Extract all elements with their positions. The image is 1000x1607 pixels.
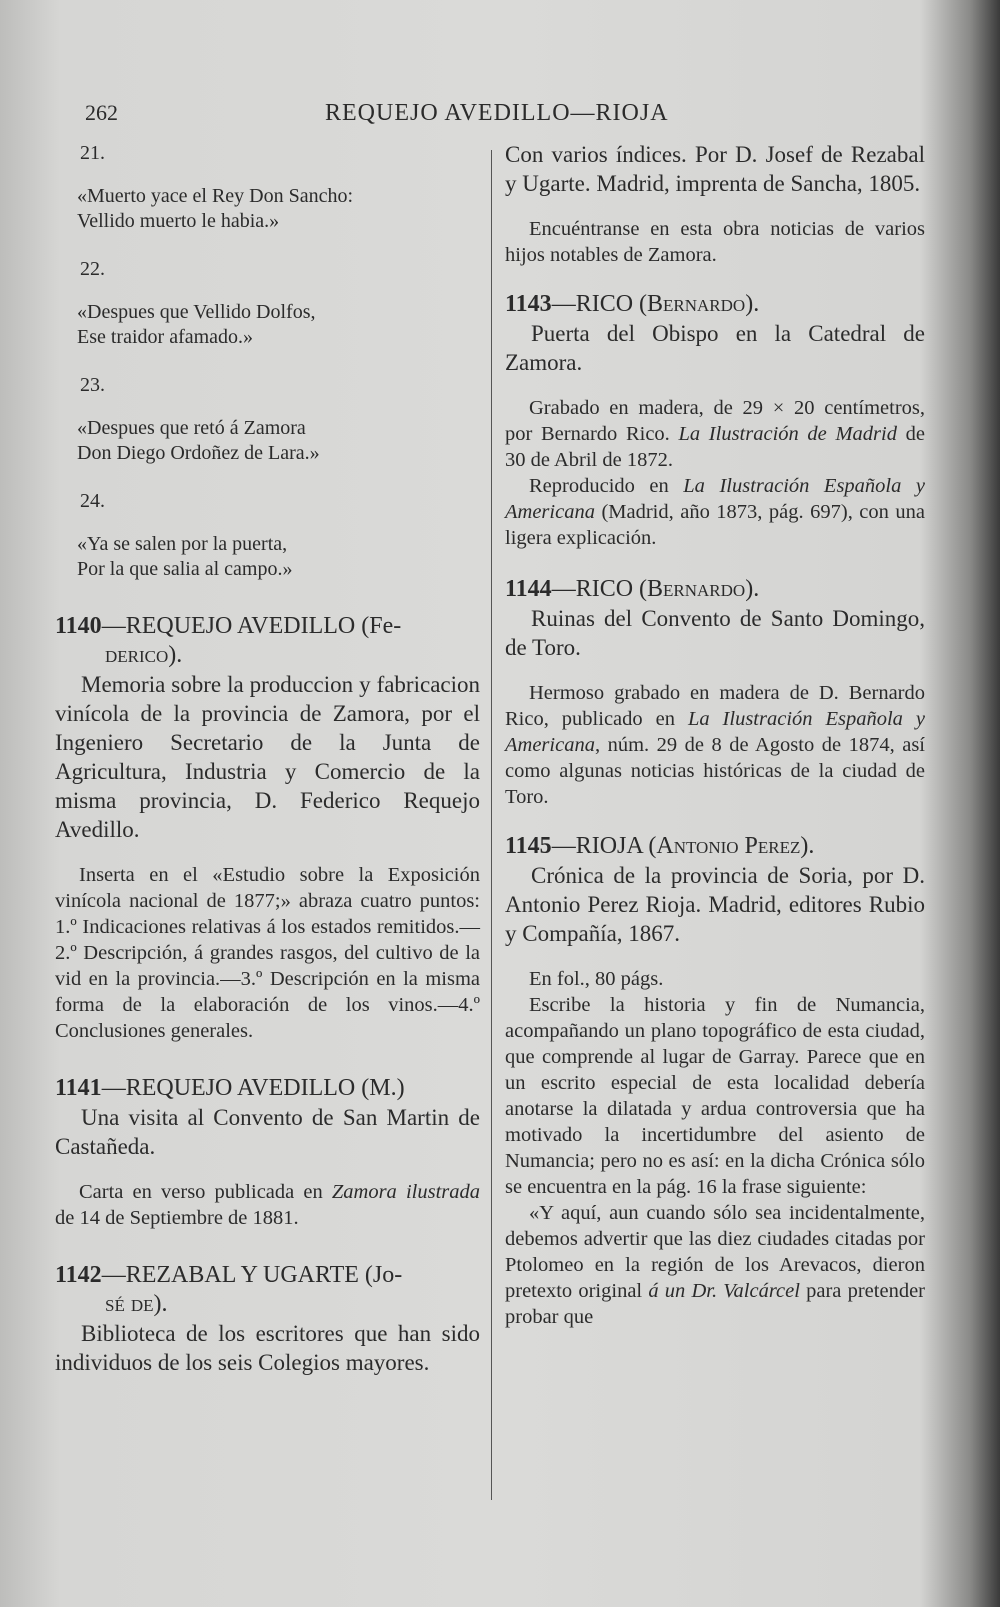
entry-heading bbox=[505, 290, 925, 319]
entry-body: Crónica de la provincia de Soria, por D. Antonio Perez Rioja. Madrid, editores Rubio y Compañía, 1867. bbox=[505, 863, 925, 946]
verse-number: 24. bbox=[80, 490, 105, 512]
entry-heading bbox=[55, 612, 480, 641]
note-text: para pretender probar que bbox=[505, 1280, 925, 1328]
right-column bbox=[505, 140, 925, 1330]
entry-number: 1145 bbox=[505, 833, 552, 859]
note-text: «Y aquí, aun cuando sólo sea incidentalmente, debemos advertir que las diez ciudades citadas por Ptolomeo en la región de los Arevacos, dieron pretexto original bbox=[505, 1202, 925, 1302]
note-italic: La Ilustración Española y Americana bbox=[505, 475, 925, 523]
entry-author: —RICO (Bernardo). bbox=[551, 291, 760, 317]
entry-note: Encuéntranse en esta obra noticias de varios hijos notables de Zamora. bbox=[505, 218, 925, 266]
verse-line: Ese traidor afamado.» bbox=[77, 326, 254, 348]
note-text: Carta en verso publicada en bbox=[79, 1181, 332, 1203]
note-text: (Madrid, año 1873, pág. 697), con una ligera explicación. bbox=[505, 501, 925, 549]
left-column bbox=[55, 140, 480, 1377]
page-header bbox=[85, 100, 685, 140]
entry-note bbox=[505, 395, 925, 473]
verse-line: «Despues que Vellido Dolfos, bbox=[77, 301, 316, 323]
entry-author-cont: sé de). bbox=[105, 1291, 168, 1317]
entry-number: 1144 bbox=[505, 576, 552, 602]
entry-number: 1142 bbox=[55, 1262, 102, 1288]
entry-note bbox=[505, 1200, 925, 1330]
verse-line: «Muerto yace el Rey Don Sancho: bbox=[77, 185, 354, 207]
entry-note bbox=[55, 1179, 480, 1231]
verse-line: Por la que salia al campo.» bbox=[77, 558, 293, 580]
note-italic: Zamora ilustrada bbox=[331, 1181, 480, 1203]
entry-note: Escribe la historia y fin de Numancia, acompañando un plano topográfico de esta ciudad, que comprende al lugar de Garray. Parece que en un escrito especial de esta localidad debería anotarse la dilatada y ardua controversia que ha motivado la incertidumbre del asiento de Numancia; pero no es así: en la dicha Crónica sólo se encuentra en la pág. 16 la frase siguiente: bbox=[505, 994, 925, 1198]
entry-body: Biblioteca de los escritores que han sido individuos de los seis Colegios mayores. bbox=[55, 1321, 480, 1375]
entry-author-cont: derico). bbox=[105, 642, 183, 668]
entry-body-continued: Con varios índices. Por D. Josef de Rezabal y Ugarte. Madrid, imprenta de Sancha, 1805. bbox=[505, 142, 925, 196]
note-text: Grabado en madera, de 29 × 20 centímetros, por Bernardo Rico. bbox=[505, 397, 925, 445]
verse-number: 21. bbox=[80, 142, 105, 164]
verse-line: «Ya se salen por la puerta, bbox=[77, 533, 288, 555]
page-number: 262 bbox=[85, 100, 118, 125]
entry-body: Puerta del Obispo en la Catedral de Zamora. bbox=[505, 321, 925, 375]
entry-body: Memoria sobre la produccion y fabricacion vinícola de la provincia de Zamora, por el Ingeniero Secretario de la Junta de Agricultura, Industria y Comercio de la misma provincia, D. Federico Requejo Avedillo. bbox=[55, 672, 480, 842]
entry-heading bbox=[55, 1261, 480, 1290]
entry-author: —RICO (Bernardo). bbox=[551, 576, 760, 602]
note-text: Reproducido en bbox=[529, 475, 684, 497]
verse-number: 22. bbox=[80, 258, 105, 280]
entry-note: En fol., 80 págs. bbox=[529, 968, 664, 990]
entry-author: —REZABAL Y UGARTE (Jo- bbox=[101, 1262, 403, 1288]
entry-heading bbox=[505, 575, 925, 604]
note-text: de 14 de Septiembre de 1881. bbox=[55, 1207, 299, 1229]
running-head: REQUEJO AVEDILLO—RIOJA bbox=[325, 100, 669, 126]
column-divider bbox=[491, 150, 492, 1500]
entry-note bbox=[505, 680, 925, 810]
verse-number: 23. bbox=[80, 374, 105, 396]
note-text: , núm. 29 de 8 de Agosto de 1874, así como algunas noticias históricas de la ciudad de Toro. bbox=[505, 734, 925, 808]
entry-body: Una visita al Convento de San Martin de Castañeda. bbox=[55, 1105, 480, 1159]
entry-author: —REQUEJO AVEDILLO (Fe- bbox=[101, 613, 402, 639]
note-text: de 30 de Abril de 1872. bbox=[505, 423, 925, 471]
entry-note: Inserta en el «Estudio sobre la Exposición vinícola nacional de 1877;» abraza cuatro puntos: 1.º Indicaciones relativas á los estados remitidos.—2.º Descripción, á grandes rasgos, del cultivo de la vid en la provincia.—3.º Descripción en la misma forma de la elaboración de los vinos.—4.º Conclusiones generales. bbox=[55, 864, 480, 1042]
entry-heading bbox=[505, 832, 925, 861]
entry-author: —RIOJA (Antonio Perez). bbox=[551, 833, 815, 859]
entry-number: 1140 bbox=[55, 613, 102, 639]
note-italic: á un Dr. Valcárcel bbox=[648, 1280, 800, 1302]
verse-line: «Despues que retó á Zamora bbox=[77, 417, 306, 439]
note-text: Hermoso grabado en madera de D. Bernardo Rico, publicado en bbox=[505, 682, 925, 730]
entry-number: 1141 bbox=[55, 1075, 102, 1101]
entry-number: 1143 bbox=[505, 291, 552, 317]
entry-note bbox=[505, 473, 925, 551]
note-italic: La Ilustración de Madrid bbox=[678, 423, 897, 445]
note-italic: La Ilustración Española y Americana bbox=[505, 708, 925, 756]
verse-line: Vellido muerto le habia.» bbox=[77, 210, 280, 232]
entry-author: —REQUEJO AVEDILLO (M.) bbox=[101, 1075, 405, 1101]
entry-body: Ruinas del Convento de Santo Domingo, de Toro. bbox=[505, 606, 925, 660]
verse-line: Don Diego Ordoñez de Lara.» bbox=[77, 442, 320, 464]
entry-heading bbox=[55, 1074, 480, 1103]
